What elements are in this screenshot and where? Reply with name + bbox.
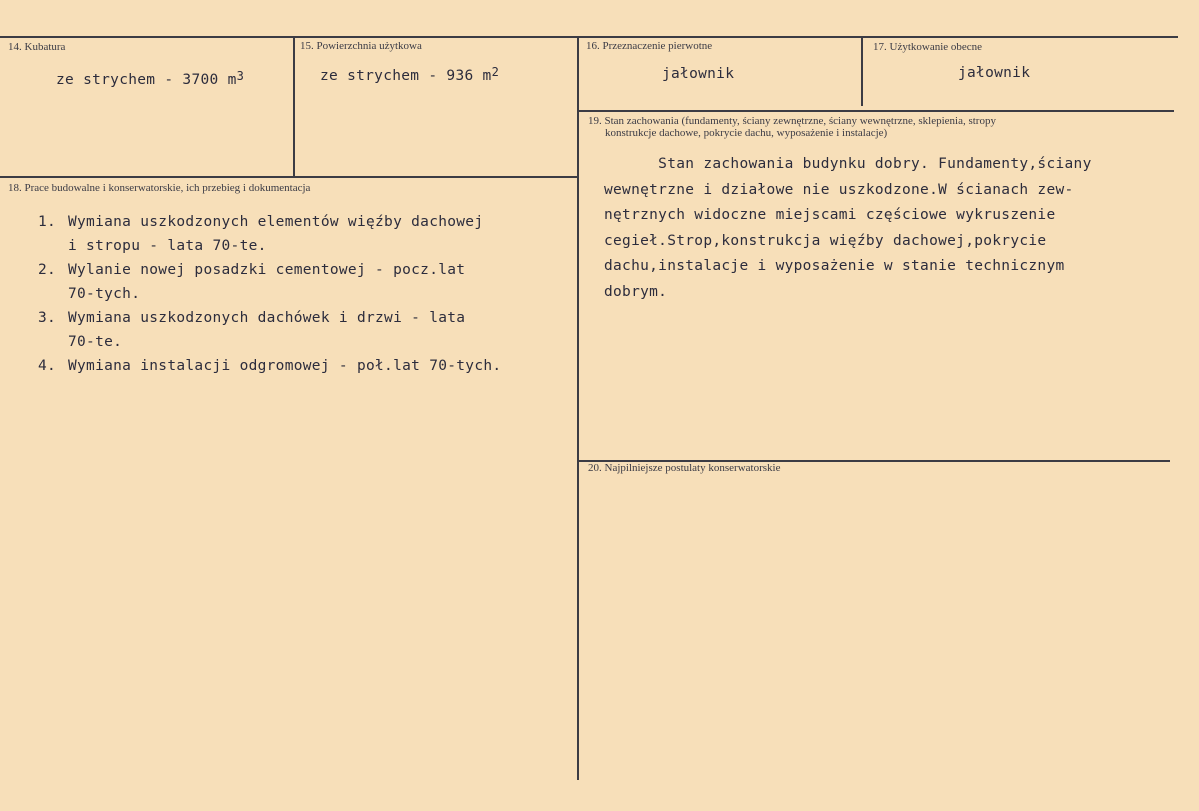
field-17-label: 17. Użytkowanie obecne bbox=[873, 41, 983, 53]
list-item-text: Wylanie nowej posadzki cementowej - pocz.lat bbox=[68, 262, 466, 278]
field-14-value bbox=[56, 69, 245, 88]
list-item-number: 3. bbox=[38, 310, 57, 326]
field-19-line: dachu,instalacje i wyposażenie w stanie technicznym bbox=[604, 258, 1065, 274]
field-18-label: 18. Prace budowalne i konserwatorskie, ich przebieg i dokumentacja bbox=[8, 182, 311, 194]
field-19-line: wewnętrzne i działowe nie uszkodzone.W ścianach zew- bbox=[604, 181, 1074, 198]
field-16-value: jałownik bbox=[662, 66, 735, 82]
list-item-text: 70-te. bbox=[68, 334, 123, 350]
top-border-line bbox=[0, 36, 1178, 38]
field-14-value-text: ze strychem - 3700 m bbox=[56, 72, 237, 88]
list-item bbox=[38, 258, 501, 282]
list-item-text: 70-tych. bbox=[68, 286, 141, 302]
list-item-text: i stropu - lata 70-te. bbox=[68, 238, 267, 254]
divider-row-14-18 bbox=[0, 176, 578, 178]
divider-14-15 bbox=[293, 36, 295, 176]
divider-row-16-19 bbox=[578, 110, 1174, 112]
list-item-continuation bbox=[38, 282, 501, 306]
field-19-text bbox=[604, 152, 1092, 305]
list-item bbox=[38, 210, 501, 234]
field-15-label: 15. Powierzchnia użytkowa bbox=[300, 40, 422, 52]
field-19-line: cegieł.Strop,konstrukcja więźby dachowej,pokrycie bbox=[604, 232, 1047, 249]
list-item-continuation bbox=[38, 234, 501, 258]
field-19-line: nętrznych widoczne miejscami częściowe wykruszenie bbox=[604, 207, 1056, 223]
list-item-number: 1. bbox=[38, 214, 57, 230]
list-item-continuation bbox=[38, 330, 501, 354]
field-14-label: 14. Kubatura bbox=[8, 41, 66, 53]
field-15-value bbox=[320, 65, 500, 84]
field-15-unit-superscript: 2 bbox=[491, 65, 500, 79]
list-item-text: Wymiana uszkodzonych dachówek i drzwi - lata bbox=[68, 310, 466, 326]
list-item-text: Wymiana uszkodzonych elementów więźby dachowej bbox=[68, 214, 484, 230]
field-20-label: 20. Najpilniejsze postulaty konserwatorskie bbox=[588, 462, 781, 474]
field-17-value: jałownik bbox=[958, 65, 1031, 81]
field-19-label-line-1: 19. Stan zachowania (fundamenty, ściany zewnętrzne, ściany wewnętrzne, sklepienia, stropy bbox=[588, 115, 996, 127]
field-18-work-list bbox=[38, 210, 501, 378]
list-item bbox=[38, 306, 501, 330]
field-14-unit-superscript: 3 bbox=[236, 69, 245, 83]
field-15-value-text: ze strychem - 936 m bbox=[320, 68, 492, 84]
list-item-number: 4. bbox=[38, 358, 57, 374]
main-vertical-divider bbox=[577, 36, 579, 780]
list-item-text: Wymiana instalacji odgromowej - poł.lat 70-tych. bbox=[68, 358, 502, 374]
field-19-label-line-2: konstrukcje dachowe, pokrycie dachu, wyposażenie i instalacje) bbox=[605, 127, 888, 139]
list-item-number: 2. bbox=[38, 262, 57, 278]
field-16-label: 16. Przeznaczenie pierwotne bbox=[586, 40, 713, 52]
field-19-line: Stan zachowania budynku dobry. Fundamenty,ściany bbox=[604, 156, 1092, 172]
list-item bbox=[38, 354, 501, 378]
field-19-line: dobrym. bbox=[604, 283, 668, 300]
divider-16-17 bbox=[861, 36, 863, 106]
